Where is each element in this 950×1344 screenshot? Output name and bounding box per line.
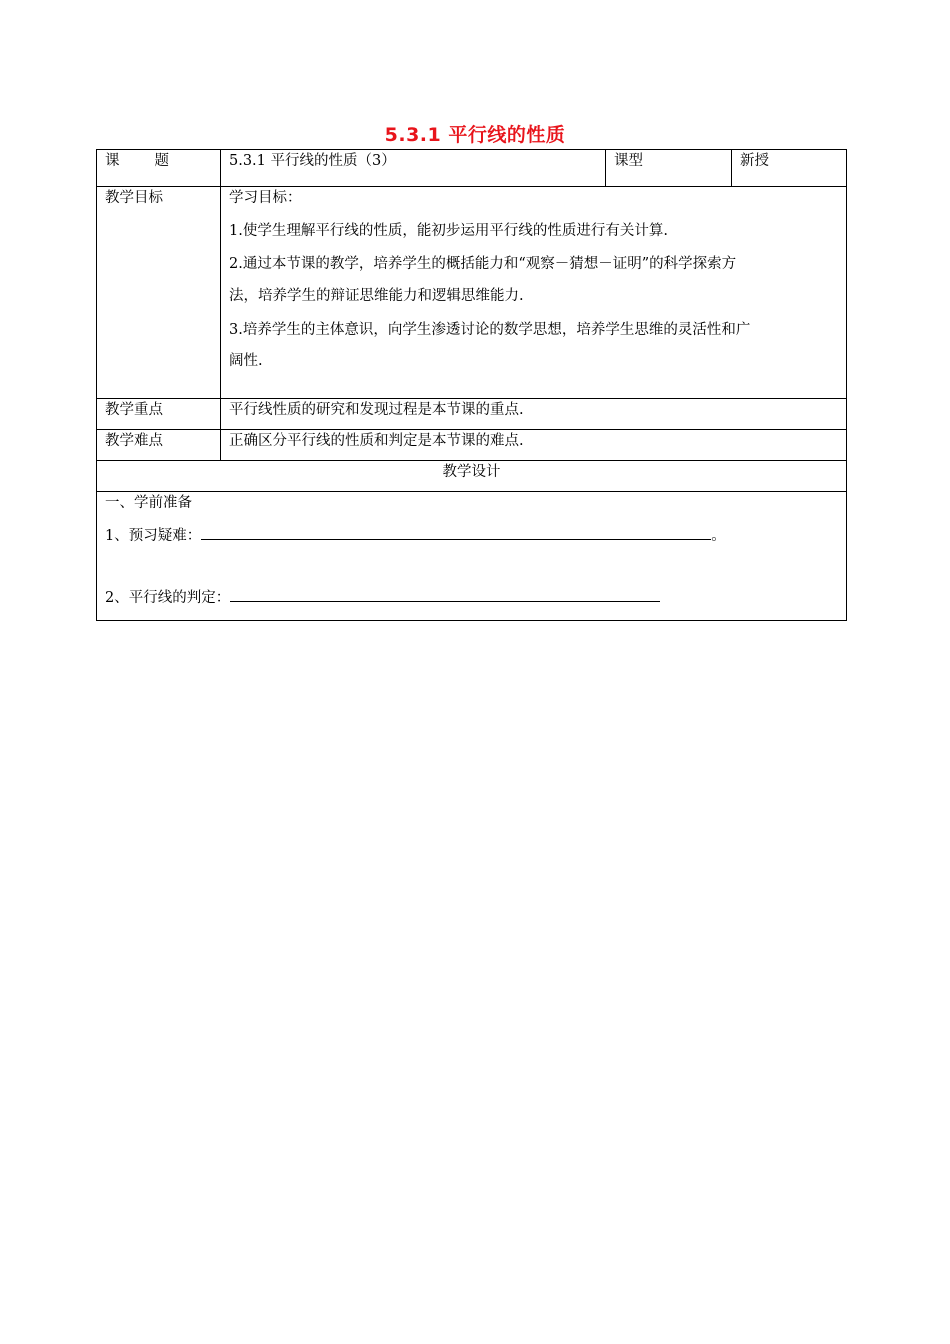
question-1-label: 1、预习疑难： <box>105 528 202 544</box>
goal-line: 2.通过本节课的教学，培养学生的概括能力和“观察－猜想－证明”的科学探索方 <box>229 256 737 272</box>
question-1-end: 。 <box>711 528 726 544</box>
question-2 <box>105 585 838 609</box>
design-header: 教学设计 <box>97 461 847 492</box>
question-1 <box>105 523 838 547</box>
key-point-value: 平行线性质的研究和发现过程是本节课的重点. <box>221 399 847 430</box>
question-2-blank[interactable] <box>230 585 660 602</box>
question-2-label: 2、平行线的判定： <box>105 590 231 606</box>
goal-line: 法，培养学生的辩证思维能力和逻辑思维能力. <box>229 288 524 304</box>
goals-row <box>97 187 847 399</box>
topic-row <box>97 150 847 187</box>
lesson-type-value: 新授 <box>732 150 847 187</box>
key-point-label: 教学重点 <box>97 399 221 430</box>
topic-label-part-2: 题 <box>154 153 169 169</box>
preparation-row <box>97 492 847 621</box>
question-1-blank[interactable] <box>201 523 711 540</box>
key-point-row <box>97 399 847 430</box>
difficulty-value: 正确区分平行线的性质和判定是本节课的难点. <box>221 430 847 461</box>
topic-label <box>105 150 169 172</box>
goal-line: 3.培养学生的主体意识，向学生渗透讨论的数学思想，培养学生思维的灵活性和广 <box>229 322 751 338</box>
design-header-row <box>97 461 847 492</box>
lesson-type-label: 课型 <box>606 150 732 187</box>
goals-label: 教学目标 <box>97 187 221 399</box>
difficulty-row <box>97 430 847 461</box>
preparation-content <box>97 492 847 621</box>
document-title: 5.3.1 平行线的性质 <box>384 124 566 146</box>
goals-heading: 学习目标： <box>229 190 302 206</box>
topic-label-part-1: 课 <box>105 153 120 169</box>
topic-label-cell <box>97 150 221 187</box>
topic-value: 5.3.1 平行线的性质（3） <box>221 150 606 187</box>
lesson-plan-table <box>96 149 847 621</box>
goals-content <box>221 187 847 399</box>
goal-line: 阔性. <box>229 353 263 369</box>
preparation-heading: 一、学前准备 <box>105 495 192 511</box>
goal-line: 1.使学生理解平行线的性质，能初步运用平行线的性质进行有关计算. <box>229 223 668 239</box>
difficulty-label: 教学难点 <box>97 430 221 461</box>
